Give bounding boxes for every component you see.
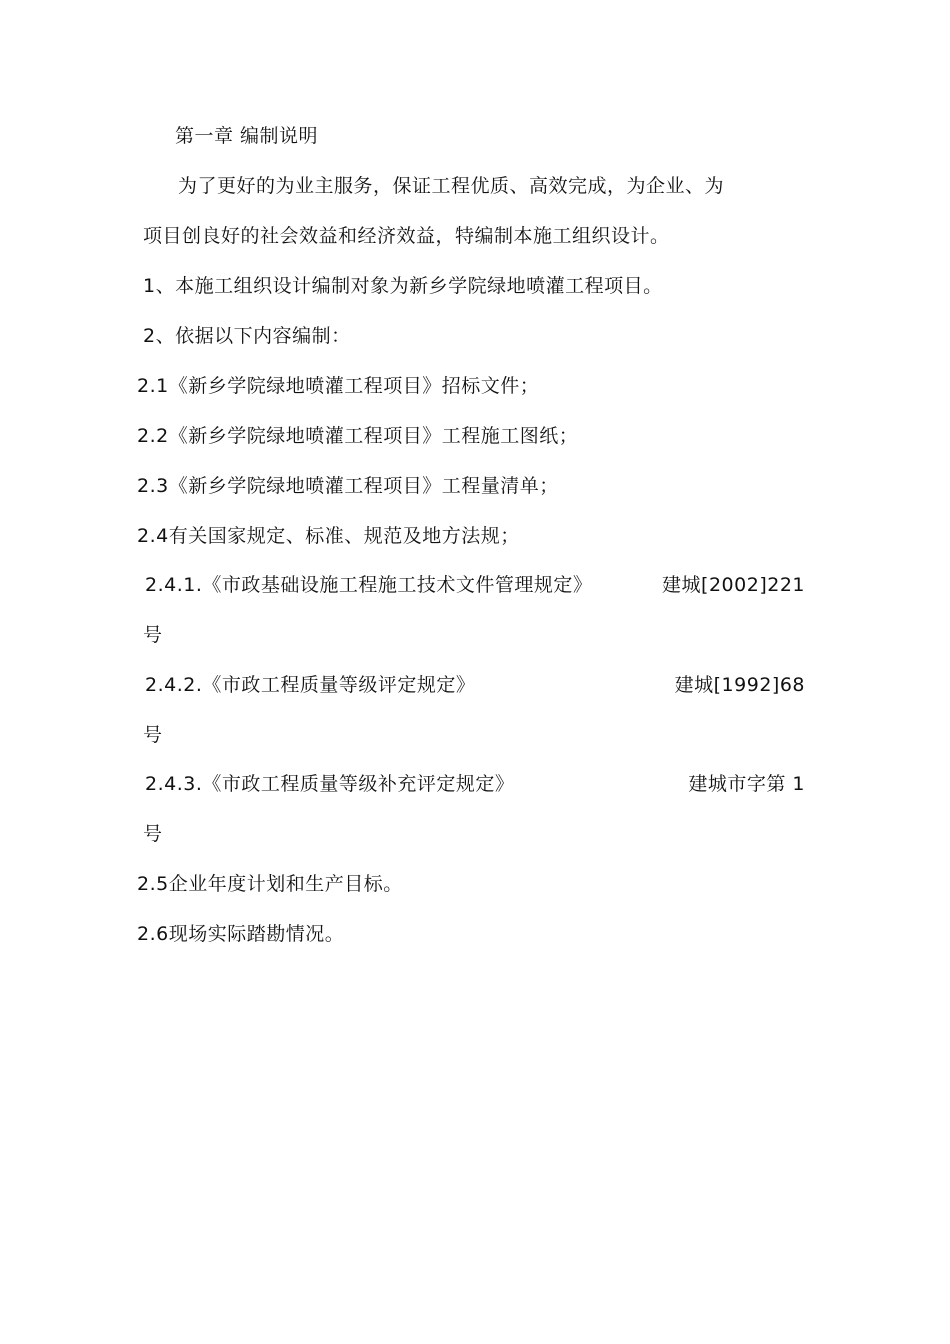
- reference-code: 建城[1992]68: [674, 674, 805, 696]
- intro-paragraph-line-1: 为了更好的为业主服务，保证工程优质、高效完成，为企业、为: [178, 175, 725, 197]
- list-item-2: 2、依据以下内容编制：: [143, 325, 351, 347]
- reference-row-2-4-3: [145, 771, 805, 797]
- reference-title: 2.4.1.《市政基础设施工程施工技术文件管理规定》: [145, 574, 593, 596]
- reference-row-2-4-1: [145, 572, 805, 598]
- list-item-1: 1、本施工组织设计编制对象为新乡学院绿地喷灌工程项目。: [143, 275, 663, 297]
- reference-title: 2.4.2.《市政工程质量等级评定规定》: [145, 674, 476, 696]
- list-item-2-5: 2.5企业年度计划和生产目标。: [137, 873, 403, 895]
- reference-suffix: 号: [143, 823, 163, 845]
- reference-suffix: 号: [143, 724, 163, 746]
- reference-row-2-4-2: [145, 672, 805, 698]
- reference-code: 建城[2002]221: [662, 574, 805, 596]
- intro-paragraph-line-2: 项目创良好的社会效益和经济效益，特编制本施工组织设计。: [143, 225, 670, 247]
- reference-suffix: 号: [143, 624, 163, 646]
- list-item-2-4: 2.4有关国家规定、标准、规范及地方法规；: [137, 525, 520, 547]
- reference-code: 建城市字第 1: [688, 773, 805, 795]
- list-item-2-3: 2.3《新乡学院绿地喷灌工程项目》工程量清单；: [137, 475, 559, 497]
- list-item-2-1: 2.1《新乡学院绿地喷灌工程项目》招标文件；: [137, 375, 540, 397]
- list-item-2-6: 2.6现场实际踏勘情况。: [137, 923, 345, 945]
- list-item-2-2: 2.2《新乡学院绿地喷灌工程项目》工程施工图纸；: [137, 425, 579, 447]
- reference-title: 2.4.3.《市政工程质量等级补充评定规定》: [145, 773, 515, 795]
- chapter-heading: 第一章 编制说明: [175, 125, 319, 147]
